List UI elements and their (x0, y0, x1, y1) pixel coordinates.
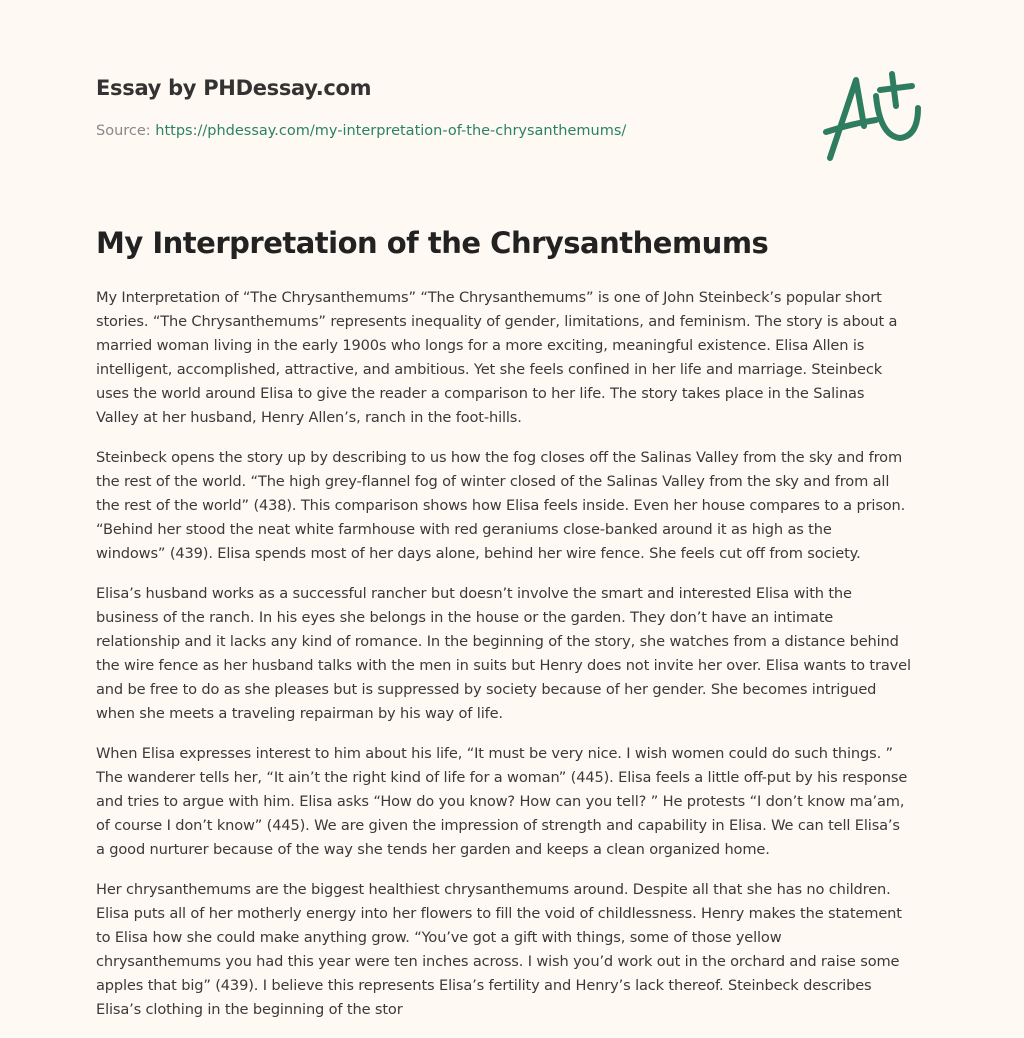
paragraph-line: the rest of the world” (438). This comparison shows how Elisa feels inside. Even her house compares to a prison. (96, 497, 906, 514)
a-plus-logo-icon (820, 66, 930, 166)
paragraph-line: a good nurturer because of the way she tends her garden and keeps a clean organized home. (96, 841, 770, 858)
paragraph-line: the wire fence as her husband talks with the men in suits but Henry does not invite her over. Elisa wants to travel (96, 657, 911, 674)
paragraph-line: stories. “The Chrysanthemums” represents inequality of gender, limitations, and feminism. The story is about a (96, 313, 898, 330)
essay-body (96, 286, 936, 1038)
paragraph-line: of course I don’t know” (445). We are given the impression of strength and capability in Elisa. We can tell Elisa’s (96, 817, 900, 834)
source-line (96, 123, 626, 139)
paragraph-line: Steinbeck opens the story up by describing to us how the fog closes off the Salinas Valley from the sky and from (96, 449, 903, 466)
source-link[interactable]: https://phdessay.com/my-interpretation-of-the-chrysanthemums/ (155, 123, 627, 139)
paragraph-line: and be free to do as she pleases but is suppressed by society because of her gender. She becomes intrigued (96, 681, 877, 698)
paragraph-line: Elisa’s husband works as a successful rancher but doesn’t involve the smart and interested Elisa with the (96, 585, 852, 602)
essay-paragraph (96, 446, 936, 566)
essay-paragraph (96, 582, 936, 726)
paragraph-line: married woman living in the early 1900s who longs for a more exciting, meaningful existence. Elisa Allen is (96, 337, 865, 354)
site-brand: Essay by PHDessay.com (96, 76, 372, 100)
essay-paragraph (96, 286, 936, 430)
essay-paragraph (96, 878, 936, 1022)
paragraph-line: when she meets a traveling repairman by his way of life. (96, 705, 503, 722)
paragraph-line: the rest of the world. “The high grey-flannel fog of winter closed of the Salinas Valley from the sky and from all (96, 473, 890, 490)
paragraph-line: apples that big” (439). I believe this represents Elisa’s fertility and Henry’s lack thereof. Steinbeck describes (96, 977, 872, 994)
paragraph-line: Elisa’s clothing in the beginning of the stor (96, 1001, 403, 1018)
source-label: Source: (96, 123, 156, 139)
essay-title: My Interpretation of the Chrysanthemums (96, 226, 769, 260)
paragraph-line: Elisa puts all of her motherly energy into her flowers to fill the void of childlessness. Henry makes the statement (96, 905, 902, 922)
paragraph-line: to Elisa how she could make anything grow. “You’ve got a gift with things, some of those yellow (96, 929, 782, 946)
essay-paragraph (96, 742, 936, 862)
paragraph-line: chrysanthemums you had this year were ten inches across. I wish you’d work out in the orchard and raise some (96, 953, 900, 970)
paragraph-line: relationship and it lacks any kind of romance. In the beginning of the story, she watches from a distance behind (96, 633, 899, 650)
paragraph-line: intelligent, accomplished, attractive, and ambitious. Yet she feels confined in her life and marriage. Steinbeck (96, 361, 883, 378)
paragraph-line: and tries to argue with him. Elisa asks “How do you know? How can you tell? ” He protests “I don’t know ma’am, (96, 793, 905, 810)
paragraph-line: Valley at her husband, Henry Allen’s, ranch in the foot-hills. (96, 409, 522, 426)
paragraph-line: Her chrysanthemums are the biggest healthiest chrysanthemums around. Despite all that she has no children. (96, 881, 891, 898)
paragraph-line: windows” (439). Elisa spends most of her days alone, behind her wire fence. She feels cut off from society. (96, 545, 861, 562)
paragraph-line: The wanderer tells her, “It ain’t the right kind of life for a woman” (445). Elisa feels a little off-put by his response (96, 769, 908, 786)
paragraph-line: business of the ranch. In his eyes she belongs in the house or the garden. They don’t have an intimate (96, 609, 834, 626)
paragraph-line: uses the world around Elisa to give the reader a comparison to her life. The story takes place in the Salinas (96, 385, 865, 402)
paragraph-line: My Interpretation of “The Chrysanthemums” “The Chrysanthemums” is one of John Steinbeck’s popular short (96, 289, 882, 306)
paragraph-line: When Elisa expresses interest to him about his life, “It must be very nice. I wish women could do such things. ” (96, 745, 893, 762)
paragraph-line: “Behind her stood the neat white farmhouse with red geraniums close-banked around it as high as the (96, 521, 832, 538)
